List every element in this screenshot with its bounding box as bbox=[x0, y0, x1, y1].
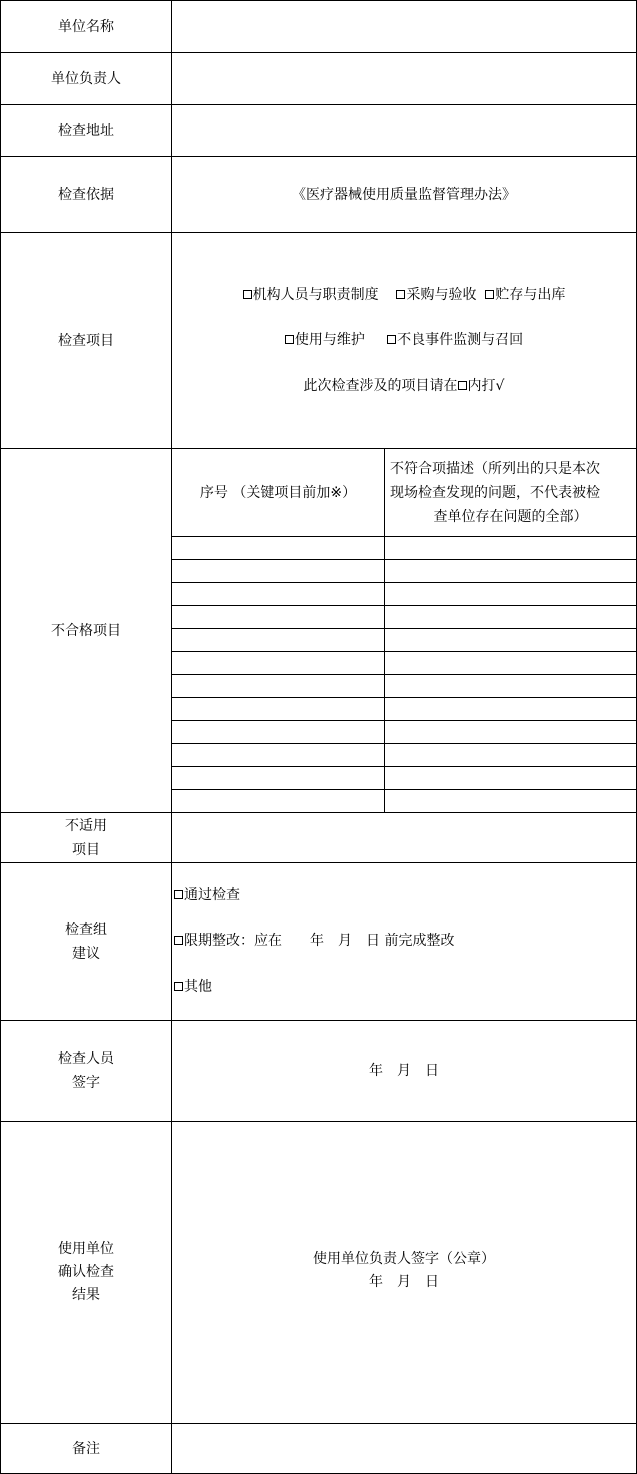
checkbox-icon[interactable] bbox=[174, 890, 183, 899]
confirm-label: 使用单位 确认检查 结果 bbox=[58, 1241, 114, 1303]
subtable-cell-description[interactable] bbox=[385, 767, 636, 789]
checkbox-option-organization[interactable]: 机构人员与职责制度 bbox=[243, 287, 379, 303]
items-line-1 bbox=[172, 283, 636, 307]
suggestion-label: 检查组 建议 bbox=[65, 921, 107, 962]
subtable-cell-description[interactable] bbox=[385, 721, 636, 743]
checkbox-option-storage[interactable]: 贮存与出库 bbox=[485, 287, 565, 303]
subtable-cell-serial[interactable] bbox=[172, 790, 384, 812]
subtable-cell-serial[interactable] bbox=[172, 560, 384, 582]
subtable-cell-description[interactable] bbox=[385, 560, 636, 582]
unit-name-label: 单位名称 bbox=[58, 18, 114, 35]
subtable-cell-description[interactable] bbox=[385, 790, 636, 812]
basis-label: 检查依据 bbox=[58, 186, 114, 203]
subtable-cell-serial[interactable] bbox=[172, 744, 384, 766]
subtable-cell-description[interactable] bbox=[385, 606, 636, 628]
suggestion-content bbox=[172, 863, 636, 1020]
checkbox-sample-icon bbox=[458, 381, 467, 390]
nonconforming-label: 不合格项目 bbox=[51, 622, 121, 639]
checkbox-option-use-maintenance[interactable]: 使用与维护 bbox=[285, 332, 365, 348]
subtable-cell-description[interactable] bbox=[385, 698, 636, 720]
subtable-cell-serial[interactable] bbox=[172, 583, 384, 605]
not-applicable-label: 不适用 项目 bbox=[65, 817, 107, 858]
confirm-date: 年 月 日 bbox=[369, 1274, 439, 1290]
subtable-cell-serial[interactable] bbox=[172, 652, 384, 674]
checkbox-option-procurement[interactable]: 采购与验收 bbox=[396, 287, 476, 303]
remarks-field[interactable] bbox=[172, 1424, 636, 1473]
items-instruction: 此次检查涉及的项目请在 内打√ bbox=[303, 378, 505, 394]
checkbox-icon[interactable] bbox=[387, 335, 396, 344]
subtable-header-serial: 序号 （关键项目前加※） bbox=[199, 484, 357, 501]
basis-value: 《医疗器械使用质量监督管理办法》 bbox=[292, 186, 516, 203]
checkbox-icon[interactable] bbox=[243, 290, 252, 299]
address-field[interactable] bbox=[172, 105, 636, 156]
subtable-cell-serial[interactable] bbox=[172, 629, 384, 651]
subtable-cell-description[interactable] bbox=[385, 652, 636, 674]
subtable-cell-description[interactable] bbox=[385, 744, 636, 766]
subtable-cell-serial[interactable] bbox=[172, 675, 384, 697]
subtable-cell-description[interactable] bbox=[385, 583, 636, 605]
checkbox-icon[interactable] bbox=[174, 936, 183, 945]
subtable-cell-serial[interactable] bbox=[172, 721, 384, 743]
checkbox-option-rectify[interactable]: 限期整改：应在 年 月 日 前完成整改 bbox=[174, 929, 454, 953]
checkbox-option-adverse-event[interactable]: 不良事件监测与召回 bbox=[387, 332, 523, 348]
confirm-sign-label: 使用单位负责人签字（公章） bbox=[313, 1251, 495, 1267]
unit-head-field[interactable] bbox=[172, 53, 636, 104]
unit-name-field[interactable] bbox=[172, 1, 636, 52]
checkbox-option-other[interactable]: 其他 bbox=[174, 975, 212, 999]
checkbox-icon[interactable] bbox=[396, 290, 405, 299]
items-line-2 bbox=[172, 328, 636, 352]
subtable-cell-description[interactable] bbox=[385, 629, 636, 651]
not-applicable-field[interactable] bbox=[172, 813, 636, 862]
items-label: 检查项目 bbox=[58, 332, 114, 349]
address-label: 检查地址 bbox=[58, 122, 114, 139]
subtable-cell-serial[interactable] bbox=[172, 767, 384, 789]
confirm-content[interactable] bbox=[172, 1122, 636, 1423]
checkbox-option-pass[interactable]: 通过检查 bbox=[174, 883, 240, 907]
subtable-cell-serial[interactable] bbox=[172, 606, 384, 628]
inspector-sign-label: 检查人员 签字 bbox=[58, 1051, 114, 1091]
checkbox-icon[interactable] bbox=[174, 982, 183, 991]
checkbox-icon[interactable] bbox=[485, 290, 494, 299]
subtable-cell-serial[interactable] bbox=[172, 537, 384, 559]
checkbox-icon[interactable] bbox=[285, 335, 294, 344]
unit-head-label: 单位负责人 bbox=[51, 70, 121, 87]
subtable-cell-description[interactable] bbox=[385, 675, 636, 697]
subtable-cell-serial[interactable] bbox=[172, 698, 384, 720]
subtable-header-description: 不符合项描述（所列出的只是本次 现场检查发现的问题，不代表被检 查单位存在问题的全部） bbox=[390, 460, 600, 525]
items-content bbox=[172, 233, 636, 448]
remarks-label: 备注 bbox=[72, 1440, 100, 1457]
subtable-cell-description[interactable] bbox=[385, 537, 636, 559]
inspector-sign-date[interactable]: 年 月 日 bbox=[369, 1063, 439, 1079]
